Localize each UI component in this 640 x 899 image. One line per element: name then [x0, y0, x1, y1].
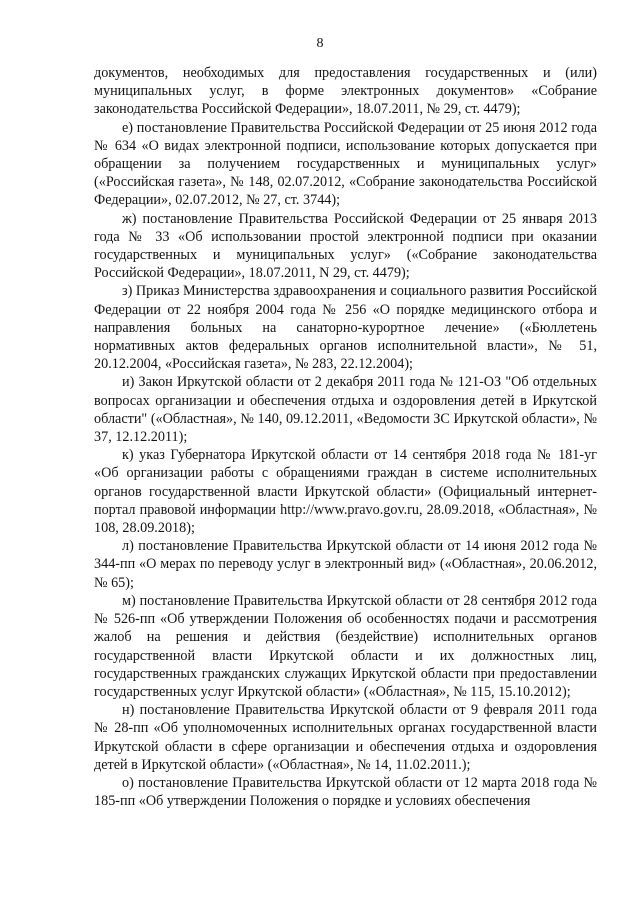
list-item-o: о) постановление Правительства Иркутской области от 12 марта 2018 года № 185-пп «Об утверждении Положения о порядке и условиях обеспечения	[94, 774, 597, 810]
list-item-z: з) Приказ Министерства здравоохранения и социального развития Российской Федерации от 22 ноября 2004 года № 256 «О порядке медицинского отбора и направления больных на санаторно-курортное лечение» («Бюллетень нормативных актов федеральных органов исполнительной власти», № 51, 20.12.2004, «Российская газета», № 283, 22.12.2004);	[94, 283, 597, 373]
list-item-k: к) указ Губернатора Иркутской области от 14 сентября 2018 года № 181-уг «Об организации работы с обращениями граждан в системе исполнительных органов государственной власти Иркутской области» (Официальный интернет-портал правовой информации http://www.pravo.gov.ru, 28.09.2018, «Областная», № 108, 28.09.2018);	[94, 447, 597, 537]
paragraph-continuation: документов, необходимых для предоставления государственных и (или) муниципальных услуг, в форме электронных документов» «Собрание законодательства Российской Федерации», 18.07.2011, № 29, ст. 4479);	[94, 65, 597, 118]
list-item-m: м) постановление Правительства Иркутской области от 28 сентября 2012 года № 526-пп «Об утверждении Положения об особенностях подачи и рассмотрения жалоб на решения и действия (бездействие) исполнительных органов государственной власти Иркутской области и их должностных лиц, государственных гражданских служащих Иркутской области при предоставлении государственных услуг Иркутской области» («Областная», № 115, 15.10.2012);	[94, 592, 597, 700]
list-item-e: е) постановление Правительства Российской Федерации от 25 июня 2012 года № 634 «О видах электронной подписи, использование которых допускается при обращении за получением государственных и муниципальных услуг» («Российская газета», № 148, 02.07.2012, «Собрание законодательства Российской Федерации», 02.07.2012, № 27, ст. 3744);	[94, 119, 597, 209]
list-item-l: л) постановление Правительства Иркутской области от 14 июня 2012 года № 344-пп «О мерах по переводу услуг в электронный вид» («Областная», 20.06.2012, № 65);	[94, 538, 597, 591]
list-item-zh: ж) постановление Правительства Российской Федерации от 25 января 2013 года № 33 «Об использовании простой электронной подписи при оказании государственных и муниципальных услуг» («Собрание законодательства Российской Федерации», 18.07.2011, N 29, ст. 4479);	[94, 210, 597, 282]
list-item-n: н) постановление Правительства Иркутской области от 9 февраля 2011 года № 28-пп «Об уполномоченных исполнительных органах государственной власти Иркутской области в сфере организации и обеспечения отдыха и оздоровления детей в Иркутской области» («Областная», № 14, 11.02.2011.);	[94, 702, 597, 773]
document-body	[94, 64, 597, 810]
list-item-i: и) Закон Иркутской области от 2 декабря 2011 года № 121-ОЗ "Об отдельных вопросах организации и обеспечения отдыха и оздоровления детей в Иркутской области" («Областная», № 140, 09.12.2011, «Ведомости ЗС Иркутской области», № 37, 12.12.2011);	[94, 374, 597, 446]
page-number: 8	[316, 36, 324, 51]
